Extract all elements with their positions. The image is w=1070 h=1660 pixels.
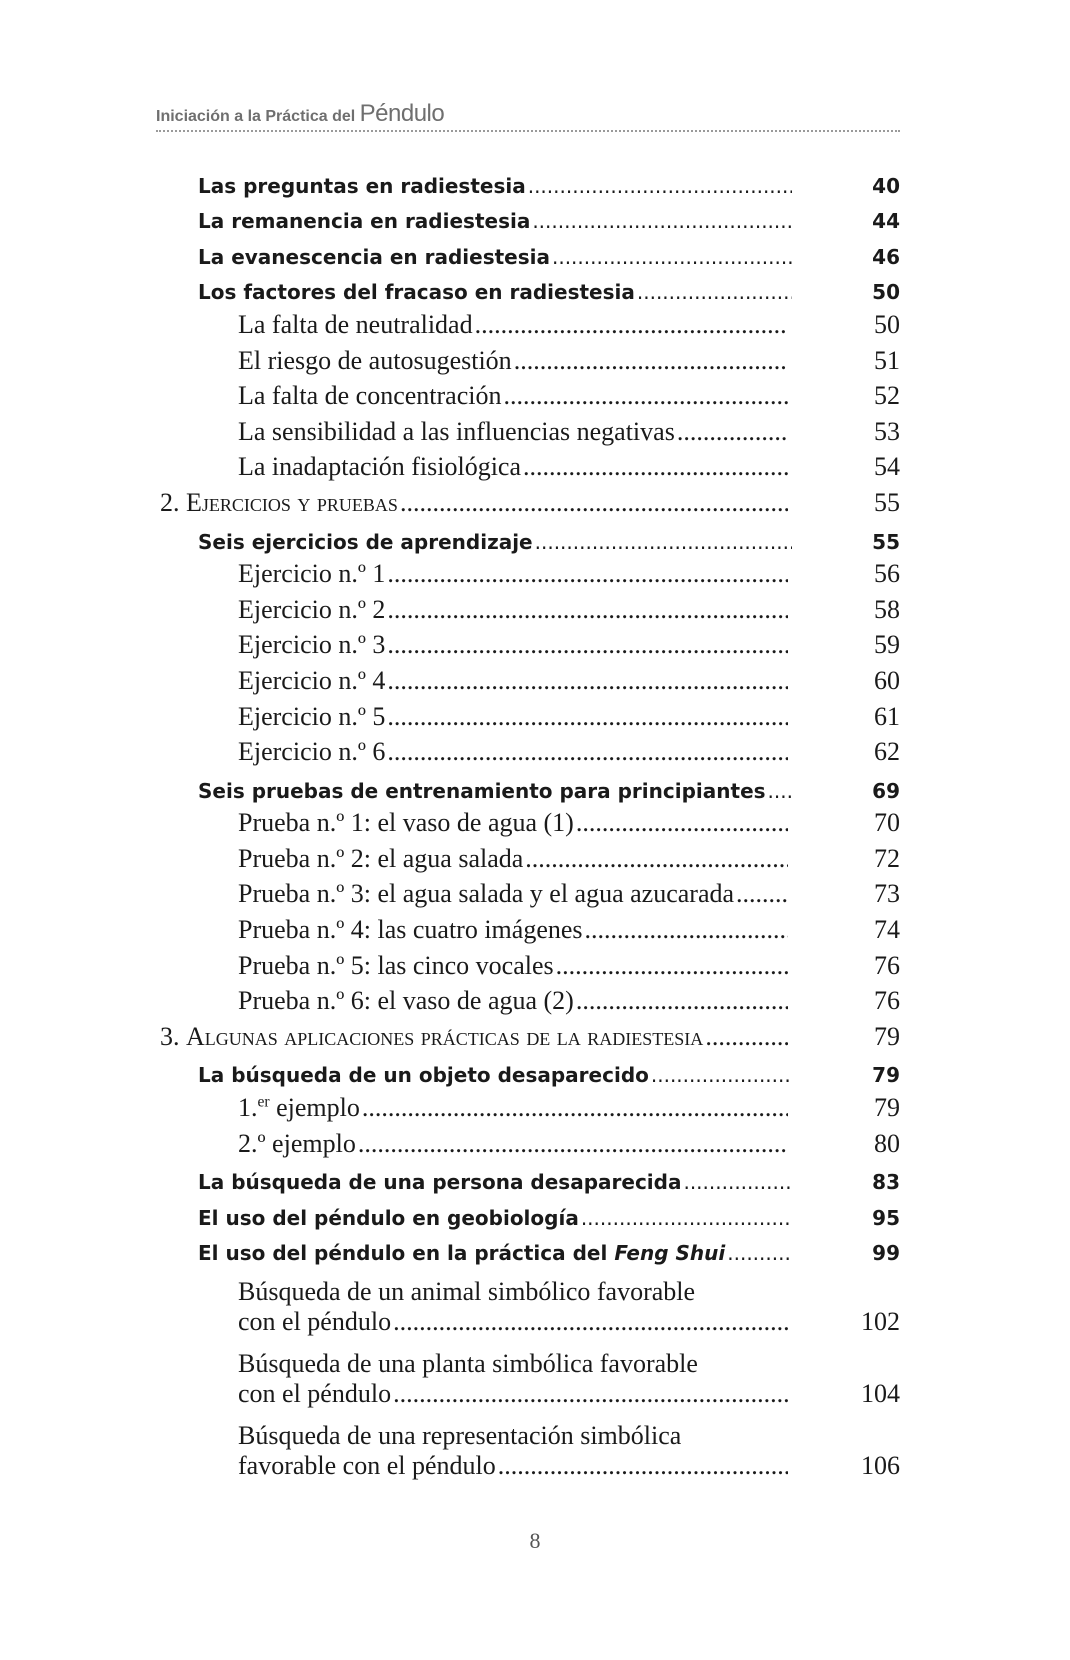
toc-entry-title <box>160 1022 788 1058</box>
dot-leader <box>514 346 788 376</box>
dot-leader <box>727 1241 792 1265</box>
dot-leader <box>475 310 788 340</box>
toc-entry-title <box>238 631 788 667</box>
dot-leader <box>387 702 788 732</box>
toc-entry-label: Prueba n.º 6: el vaso de agua (2) <box>238 986 574 1016</box>
toc-entry-page: 80 <box>874 1128 900 1158</box>
toc-entry-lines <box>238 666 788 696</box>
dot-leader <box>387 560 788 590</box>
toc-entry[interactable] <box>0 1165 1070 1201</box>
dot-leader <box>651 1063 792 1087</box>
toc-entry-page: 99 <box>872 1241 900 1266</box>
toc-entry-title-line <box>238 1379 788 1409</box>
dot-leader <box>683 1170 792 1194</box>
toc-entry-text <box>238 453 521 483</box>
toc-entry-label: El riesgo de autosugestión <box>238 345 512 375</box>
dot-leader <box>387 666 788 696</box>
dot-leader <box>387 738 788 768</box>
toc-entry-label: Ejercicio n.º 6 <box>238 737 386 767</box>
page-number: 8 <box>529 1528 541 1553</box>
toc-entry-page: 50 <box>872 280 900 305</box>
toc-entry-text <box>238 915 583 945</box>
toc-entry-label: Ejercicio n.º 5 <box>238 701 386 731</box>
toc-entry-lines <box>198 174 792 198</box>
toc-entry-lines <box>198 209 792 233</box>
toc-entry-title-line <box>238 1307 788 1337</box>
toc-entry-lines <box>238 844 788 874</box>
toc-entry-lines <box>238 1277 788 1337</box>
toc-entry-text <box>238 346 512 376</box>
toc-entry-title-line <box>198 530 792 554</box>
toc-entry[interactable] <box>0 1093 1070 1129</box>
toc-entry-page: 76 <box>874 950 900 980</box>
toc-entry-title-line <box>198 174 792 198</box>
toc-entry-label: La remanencia en radiestesia <box>198 209 531 234</box>
toc-entry[interactable] <box>0 880 1070 916</box>
toc-entry-page: 62 <box>874 737 900 767</box>
toc-entry[interactable] <box>0 1236 1070 1272</box>
toc-entry-text <box>160 1022 703 1052</box>
toc-entry-title-line <box>198 280 792 304</box>
dot-leader <box>532 209 792 233</box>
toc-entry[interactable] <box>0 204 1070 240</box>
dot-leader <box>503 382 788 412</box>
toc-entry-text <box>238 1379 391 1409</box>
toc-entry-text <box>238 560 385 590</box>
toc-entry-page: 79 <box>874 1021 900 1051</box>
toc-entry-page: 53 <box>874 416 900 446</box>
toc-entry-title-line <box>238 417 788 447</box>
toc-entry-text <box>198 1063 649 1087</box>
toc-entry-text <box>238 1307 391 1337</box>
toc-entry[interactable] <box>0 382 1070 418</box>
toc-entry[interactable] <box>0 239 1070 275</box>
toc-entry-text <box>198 530 533 554</box>
toc-entry-lines <box>238 310 788 340</box>
toc-entry-title-line <box>238 1093 788 1123</box>
toc-entry-label: Ejercicio n.º 1 <box>238 559 386 589</box>
toc-entry-page: 50 <box>874 309 900 339</box>
toc-entry-title <box>160 488 788 524</box>
toc-entry-label: La búsqueda de un objeto desaparecido <box>198 1063 649 1088</box>
toc-entry[interactable] <box>0 168 1070 204</box>
toc-entry-page: 55 <box>874 487 900 517</box>
toc-entry[interactable] <box>0 1415 1070 1487</box>
toc-entry-text <box>198 174 526 198</box>
toc-entry[interactable] <box>0 1058 1070 1094</box>
toc-entry-title <box>238 310 788 346</box>
toc-entry-text <box>238 809 574 839</box>
toc-entry-title-line <box>238 310 788 340</box>
toc-entry-title-line <box>238 382 788 412</box>
toc-entry-title-line <box>198 209 792 233</box>
toc-entry-title <box>238 915 788 951</box>
toc-entry-label: Seis ejercicios de aprendizaje <box>198 529 533 554</box>
toc-entry-title <box>238 1271 788 1343</box>
toc-entry-title-line <box>238 595 788 625</box>
dot-leader <box>576 809 788 839</box>
toc-entry-title <box>238 951 788 987</box>
toc-entry-title <box>238 1415 788 1487</box>
toc-entry-title-line <box>238 631 788 661</box>
toc-entry-lines <box>238 631 788 661</box>
toc-entry-text <box>238 738 385 768</box>
toc-entry-page: 51 <box>874 345 900 375</box>
toc-entry[interactable] <box>0 1271 1070 1343</box>
toc-entry-label: La falta de neutralidad <box>238 310 473 339</box>
header-dotted-rule <box>156 130 900 132</box>
dot-leader <box>393 1307 788 1337</box>
toc-entry-page: 55 <box>872 529 900 554</box>
toc-entry-lines <box>238 1093 788 1123</box>
toc-entry-text <box>238 666 385 696</box>
toc-entry-title-line <box>238 666 788 696</box>
toc-entry[interactable] <box>0 631 1070 667</box>
toc-entry-page: 95 <box>872 1205 900 1230</box>
dot-leader <box>387 631 788 661</box>
toc-entry-page: 74 <box>874 915 900 945</box>
toc-entry[interactable] <box>0 738 1070 774</box>
toc-entry-text <box>160 488 398 518</box>
toc-entry-lines <box>238 951 788 981</box>
dot-leader <box>498 1451 788 1481</box>
toc-entry-text <box>238 382 501 412</box>
toc-entry-title <box>238 880 788 916</box>
toc-entry-lines <box>160 1022 788 1052</box>
toc-entry-text <box>238 987 574 1017</box>
header-title-small: Iniciación a la Práctica del <box>156 108 356 125</box>
dot-leader <box>677 417 788 447</box>
toc-entry[interactable] <box>0 346 1070 382</box>
toc-entry[interactable] <box>0 524 1070 560</box>
toc-entry[interactable] <box>0 275 1070 311</box>
toc-entry-lines <box>238 1349 788 1409</box>
toc-entry-text <box>198 1170 681 1194</box>
toc-entry-title-line <box>238 346 788 376</box>
dot-leader <box>556 951 788 981</box>
toc-entry-page: 70 <box>874 808 900 838</box>
toc-entry[interactable] <box>0 915 1070 951</box>
toc-entry-page: 60 <box>874 665 900 695</box>
toc-entry[interactable] <box>0 453 1070 489</box>
toc-entry-label: 2.º ejemplo <box>238 1129 356 1158</box>
toc-entry[interactable] <box>0 595 1070 631</box>
toc-entry-title <box>198 1058 792 1094</box>
toc-entry[interactable] <box>0 809 1070 845</box>
toc-entry-title <box>238 809 788 845</box>
toc-entry-label: La inadaptación fisiológica <box>238 452 522 482</box>
toc-entry-page: 54 <box>874 452 900 482</box>
toc-entry-page: 106 <box>861 1451 900 1481</box>
toc-entry-page: 69 <box>872 778 900 803</box>
toc-entry-label: Ejercicios y pruebas <box>186 488 398 517</box>
toc-entry-title <box>238 595 788 631</box>
toc-entry-lines <box>238 915 788 945</box>
toc-entry-lines <box>198 280 792 304</box>
toc-entry[interactable] <box>0 951 1070 987</box>
toc-entry-superscript: er <box>257 1093 270 1111</box>
toc-entry-label: La sensibilidad a las influencias negativas <box>238 417 675 446</box>
dot-leader <box>525 844 788 874</box>
toc-entry[interactable] <box>0 666 1070 702</box>
toc-entry-title-line <box>238 560 788 590</box>
toc-entry-title-line <box>198 1241 792 1265</box>
toc-entry-title <box>198 773 792 809</box>
toc-entry-label: Los factores del fracaso en radiestesia <box>198 280 635 305</box>
toc-entry-title-line1: Búsqueda de una representación simbólica <box>238 1421 682 1451</box>
toc-entry-title <box>238 417 788 453</box>
toc-entry[interactable] <box>0 310 1070 346</box>
toc-entry-text <box>238 1093 360 1123</box>
toc-entry-page: 72 <box>874 843 900 873</box>
toc-entry-title-line <box>238 987 788 1017</box>
toc-entry-title-line <box>238 951 788 981</box>
toc-entry-lines <box>238 987 788 1017</box>
toc-entry-title-line1: Búsqueda de un animal simbólico favorable <box>238 1277 696 1307</box>
toc-entry-label-italic: Feng Shui <box>614 1241 726 1266</box>
dot-leader <box>400 488 788 518</box>
toc-entry-lines <box>198 245 792 269</box>
toc-entry-title <box>238 453 788 489</box>
toc-entry-title <box>238 1129 788 1165</box>
toc-entry[interactable] <box>0 773 1070 809</box>
toc-entry-title-line <box>238 809 788 839</box>
toc-entry-text <box>238 880 734 910</box>
toc-entry-label: La búsqueda de una persona desaparecida <box>198 1170 682 1195</box>
toc-entry-title <box>198 275 792 311</box>
toc-entry-title <box>198 1165 792 1201</box>
toc-entry-label: El uso del péndulo en geobiología <box>198 1205 579 1230</box>
toc-entry-text <box>198 209 530 233</box>
toc-entry-text <box>198 280 635 304</box>
dot-leader <box>581 1206 792 1230</box>
dot-leader <box>576 987 788 1017</box>
toc-entry-title-line <box>238 453 788 483</box>
toc-entry-label: Algunas aplicaciones prácticas de la radiestesia <box>186 1022 704 1051</box>
toc-entry-page: 102 <box>861 1307 900 1337</box>
dot-leader <box>768 779 792 803</box>
toc-entry-title <box>198 168 792 204</box>
toc-entry-text <box>238 1129 356 1159</box>
toc-entry-page: 79 <box>874 1093 900 1123</box>
toc-entry-page: 79 <box>872 1063 900 1088</box>
toc-entry-label: La evanescencia en radiestesia <box>198 244 550 269</box>
toc-entry-lines <box>198 779 792 803</box>
toc-entry-text <box>238 310 473 340</box>
toc-entry[interactable] <box>0 844 1070 880</box>
dot-leader <box>523 453 788 483</box>
toc-entry-text <box>198 1241 725 1265</box>
toc-entry-title <box>238 382 788 418</box>
dot-leader <box>393 1379 788 1409</box>
toc-entry-lines <box>198 1241 792 1265</box>
toc-entry-title-line <box>238 1129 788 1159</box>
toc-entry[interactable] <box>0 1129 1070 1165</box>
toc-entry-label: favorable con el péndulo <box>238 1451 496 1481</box>
dot-leader <box>358 1129 788 1159</box>
dot-leader <box>637 280 792 304</box>
toc-entry-number: 2. <box>160 488 186 517</box>
toc-entry-title <box>238 560 788 596</box>
toc-entry-title-line <box>198 1170 792 1194</box>
toc-entry-title <box>238 666 788 702</box>
table-of-contents <box>0 168 1070 1487</box>
toc-entry-lines <box>198 1170 792 1194</box>
toc-entry[interactable] <box>0 1200 1070 1236</box>
toc-entry-label: con el péndulo <box>238 1379 392 1409</box>
toc-entry-title <box>238 844 788 880</box>
toc-entry-label: Prueba n.º 5: las cinco vocales <box>238 951 554 980</box>
toc-entry-lines <box>238 738 788 768</box>
toc-entry[interactable] <box>0 1022 1070 1058</box>
toc-entry-label: Prueba n.º 1: el vaso de agua (1) <box>238 808 574 838</box>
toc-entry-title <box>238 1343 788 1415</box>
toc-entry[interactable] <box>0 417 1070 453</box>
toc-entry-page: 46 <box>872 244 900 269</box>
dot-leader <box>736 880 788 910</box>
toc-entry-lines <box>238 1129 788 1159</box>
toc-entry-label: Las preguntas en radiestesia <box>198 173 526 198</box>
toc-entry-lines <box>238 382 788 412</box>
toc-entry-page: 61 <box>874 701 900 731</box>
toc-entry-text <box>238 417 675 447</box>
toc-entry-page: 52 <box>874 381 900 411</box>
toc-entry-label: Prueba n.º 4: las cuatro imágenes <box>238 915 583 945</box>
toc-entry-lines <box>160 488 788 518</box>
toc-entry-page: 40 <box>872 173 900 198</box>
toc-entry-lines <box>198 1206 792 1230</box>
toc-entry-title <box>198 1200 792 1236</box>
toc-entry-title <box>238 987 788 1023</box>
toc-entry-text <box>238 844 523 874</box>
toc-entry-lines <box>238 595 788 625</box>
toc-entry[interactable] <box>0 1343 1070 1415</box>
toc-entry-label: Ejercicio n.º 2 <box>238 595 386 624</box>
toc-entry-title <box>238 1093 788 1129</box>
dot-leader <box>387 595 788 625</box>
toc-entry-title <box>238 346 788 382</box>
toc-entry-lines <box>238 417 788 447</box>
toc-entry-text <box>238 631 385 661</box>
toc-entry-title-line <box>160 1022 788 1052</box>
toc-entry-title <box>198 204 792 240</box>
toc-entry-label: La falta de concentración <box>238 381 502 411</box>
toc-entry-title-line <box>198 245 792 269</box>
dot-leader <box>362 1093 788 1123</box>
toc-entry-label: con el péndulo <box>238 1307 392 1337</box>
toc-entry-title <box>198 239 792 275</box>
toc-entry-title <box>238 738 788 774</box>
toc-entry-page: 56 <box>874 559 900 589</box>
toc-entry-lines <box>238 560 788 590</box>
toc-entry[interactable] <box>0 488 1070 524</box>
toc-entry-label: Ejercicio n.º 4 <box>238 666 386 695</box>
toc-entry-label: Prueba n.º 2: el agua salada <box>238 844 524 873</box>
toc-entry-text <box>238 951 554 981</box>
toc-entry[interactable] <box>0 702 1070 738</box>
toc-entry-label: Seis pruebas de entrenamiento para principiantes <box>198 778 766 803</box>
toc-entry-title-line <box>198 1063 792 1087</box>
toc-entry-title-line <box>238 738 788 768</box>
toc-entry-text <box>238 702 385 732</box>
toc-entry-title-line <box>238 844 788 874</box>
dot-leader <box>535 530 792 554</box>
toc-entry-lines <box>238 453 788 483</box>
toc-entry-lines <box>238 809 788 839</box>
toc-entry-label: Ejercicio n.º 3 <box>238 630 386 660</box>
toc-entry-text <box>198 245 550 269</box>
toc-entry-number: 3. <box>160 1022 186 1051</box>
running-header <box>156 100 444 128</box>
toc-entry-page: 59 <box>874 630 900 660</box>
toc-entry-page: 104 <box>861 1379 900 1409</box>
toc-entry-title-line <box>238 702 788 732</box>
toc-entry-title-line <box>238 880 788 910</box>
toc-entry-title <box>198 524 792 560</box>
toc-entry-lines <box>238 1421 788 1481</box>
toc-entry[interactable] <box>0 560 1070 596</box>
toc-entry-title-line <box>198 779 792 803</box>
toc-entry-lines <box>238 346 788 376</box>
toc-entry-label: Prueba n.º 3: el agua salada y el agua azucarada <box>238 879 735 909</box>
toc-entry-lines <box>198 530 792 554</box>
toc-entry-lines <box>198 1063 792 1087</box>
toc-entry-title-line <box>160 488 788 518</box>
dot-leader <box>705 1022 788 1052</box>
toc-entry-page: 83 <box>872 1170 900 1195</box>
toc-entry-lines <box>238 880 788 910</box>
toc-entry-title <box>198 1236 792 1272</box>
toc-entry-title-line <box>198 1206 792 1230</box>
toc-entry-page: 73 <box>874 879 900 909</box>
toc-entry-title-line <box>238 1451 788 1481</box>
toc-entry-label-cont: ejemplo <box>269 1093 360 1123</box>
toc-entry-text <box>238 595 385 625</box>
toc-entry[interactable] <box>0 987 1070 1023</box>
toc-entry-page: 76 <box>874 986 900 1016</box>
toc-entry-text <box>198 1206 579 1230</box>
toc-entry-text <box>238 1451 496 1481</box>
toc-entry-title <box>238 702 788 738</box>
header-title-large: Péndulo <box>359 100 445 127</box>
toc-entry-page: 44 <box>872 209 900 234</box>
toc-entry-text <box>198 779 766 803</box>
dot-leader <box>585 915 788 945</box>
toc-entry-title-line <box>238 915 788 945</box>
toc-entry-title-line1: Búsqueda de una planta simbólica favorable <box>238 1349 698 1379</box>
toc-entry-page: 58 <box>874 594 900 624</box>
toc-entry-lines <box>238 702 788 732</box>
toc-entry-label: El uso del péndulo en la práctica del <box>198 1241 615 1266</box>
dot-leader <box>552 245 792 269</box>
dot-leader <box>528 174 792 198</box>
toc-entry-label: 1. <box>238 1093 258 1123</box>
